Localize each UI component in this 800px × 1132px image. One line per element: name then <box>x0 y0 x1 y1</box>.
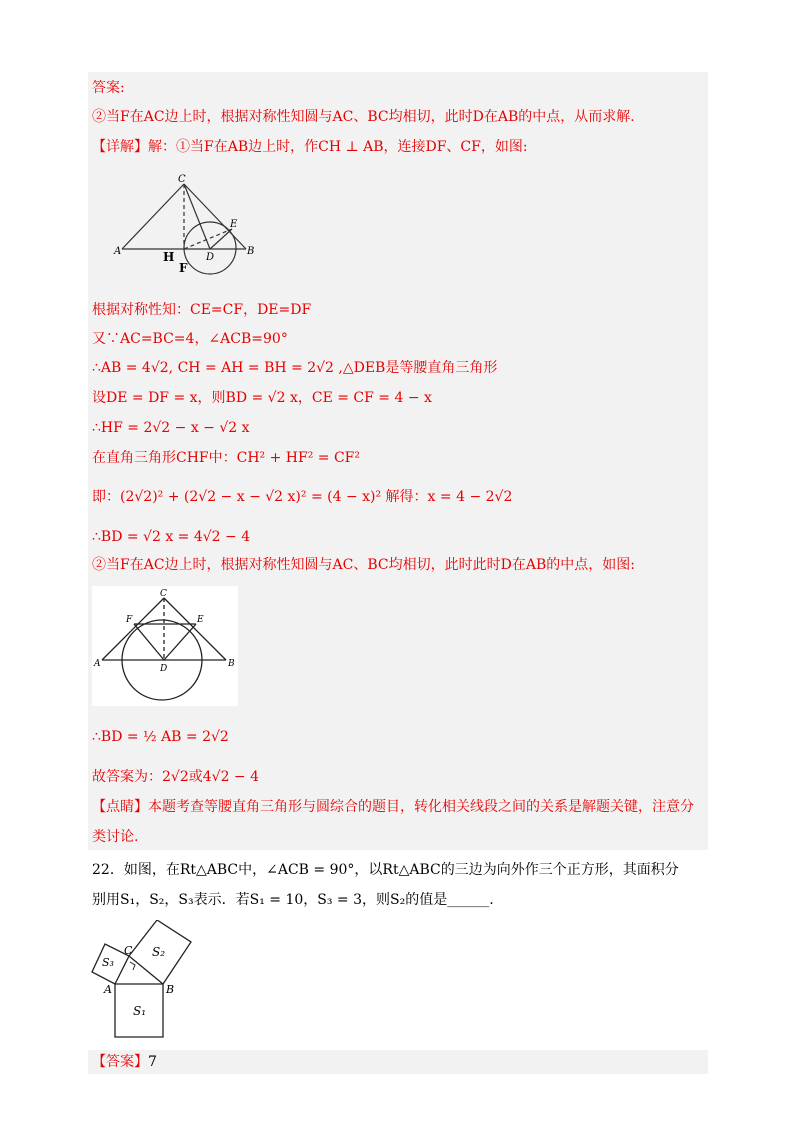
fig3-label-s3: S₃ <box>102 956 114 969</box>
fig1-label-d: D <box>206 252 215 263</box>
fig1-label-a: A <box>114 246 122 257</box>
fig2-label-f: F <box>126 615 133 625</box>
comment-line-2: 类讨论. <box>92 829 139 845</box>
hint-line: ②当F在AC边上时，根据对称性知圆与AC、BC均相切，此时D在AB的中点，从而求解. <box>92 109 635 125</box>
fig2-label-d: D <box>160 664 168 674</box>
detail-text: 解：①当F在AB边上时，作CH ⊥ AB，连接DF、CF，如图: <box>148 139 528 155</box>
fig2-label-a: A <box>94 659 101 669</box>
step-7: 即：(2√2)² + (2√2 − x − √2 x)² = (4 − x)² 解得：x = 4 − 2√2 <box>92 489 513 505</box>
answer-value: 7 <box>148 1054 157 1070</box>
final-answer: 故答案为：2√2或4√2 − 4 <box>92 769 260 785</box>
figure-1 <box>108 172 258 278</box>
fig2-background <box>92 586 238 706</box>
answer-tag: 【答案】 <box>92 1054 148 1070</box>
step-4: 设DE = DF = x，则BD = √2 x，CE = CF = 4 − x <box>92 390 432 406</box>
step-5: ∴HF = 2√2 − x − √2 x <box>92 420 250 436</box>
figure-2 <box>92 586 238 706</box>
fig3-right-angle <box>130 962 135 970</box>
fig1-label-e: E <box>230 219 238 230</box>
q22-line-2: 别用S₁，S₂，S₃表示．若S₁ = 10，S₃ = 3，则S₂的值是______. <box>92 892 494 908</box>
step-2: 又∵AC=BC=4，∠ACB=90° <box>92 331 288 347</box>
fig2-label-b: B <box>228 659 235 669</box>
fig1-label-h: H <box>163 250 175 264</box>
fig1-line-ac <box>122 184 184 249</box>
fig1-label-f: F <box>179 261 188 275</box>
fig3-label-b: B <box>166 983 175 996</box>
fig1-label-b: B <box>247 246 255 257</box>
step-9: ②当F在AC边上时，根据对称性知圆与AC、BC均相切，此时此时D在AB的中点，如图: <box>92 557 635 573</box>
fig1-line-fe <box>184 229 232 249</box>
step-3: ∴AB = 4√2, CH = AH = BH = 2√2 ,△DEB是等腰直角三角形 <box>92 360 498 376</box>
fig3-label-a: A <box>104 983 112 996</box>
step-1: 根据对称性知：CE=CF，DE=DF <box>92 302 312 318</box>
comment-tag: 【点睛】 <box>92 799 148 815</box>
fig3-label-c: C <box>124 944 133 957</box>
fig2-label-c: C <box>160 589 167 599</box>
fig3-label-s1: S₁ <box>133 1004 147 1018</box>
comment-line-1 <box>92 797 694 817</box>
comment-text: 本题考查等腰直角三角形与圆综合的题目，转化相关线段之间的关系是解题关键，注意分 <box>148 799 694 815</box>
detail-tag: 【详解】 <box>92 139 148 155</box>
fig2-label-e: E <box>197 615 204 625</box>
bd-line: ∴BD = ½ AB = 2√2 <box>92 729 229 745</box>
answer-header: 答案: <box>92 80 125 96</box>
detail-line <box>92 137 528 157</box>
fig1-line-cb <box>184 184 246 249</box>
step-6: 在直角三角形CHF中：CH² + HF² = CF² <box>92 450 361 466</box>
figure-3 <box>86 920 202 1046</box>
answer-line <box>92 1052 157 1072</box>
q22-line-1: 22．如图，在Rt△ABC中，∠ACB = 90°，以Rt△ABC的三边为向外作三个正方形，其面积分 <box>92 862 679 878</box>
step-8: ∴BD = √2 x = 4√2 − 4 <box>92 529 251 545</box>
fig1-line-de <box>210 229 232 249</box>
fig3-label-s2: S₂ <box>152 945 166 959</box>
fig1-label-c: C <box>178 174 186 185</box>
answer-panel <box>88 1050 708 1074</box>
